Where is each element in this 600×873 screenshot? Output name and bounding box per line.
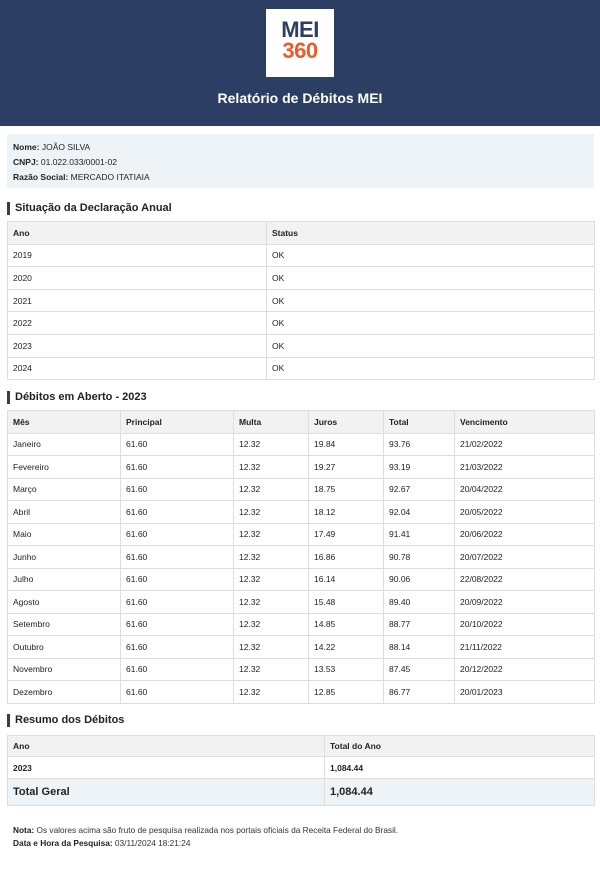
declaracao-row	[8, 312, 595, 335]
table-cell: 21/03/2022	[455, 456, 595, 479]
table-cell: 12.32	[234, 523, 309, 546]
table-cell: 91.41	[384, 523, 455, 546]
table-cell: 92.67	[384, 478, 455, 501]
table-cell: 61.60	[121, 478, 234, 501]
table-cell: Maio	[8, 523, 121, 546]
table-cell: 86.77	[384, 681, 455, 704]
table-cell: 12.32	[234, 433, 309, 456]
table-cell: 88.14	[384, 636, 455, 659]
debito-row	[8, 456, 595, 479]
table-cell: 61.60	[121, 546, 234, 569]
table-header-row	[8, 736, 595, 757]
table-cell: 12.32	[234, 681, 309, 704]
table-cell: 2019	[8, 244, 267, 267]
table-cell: 61.60	[121, 568, 234, 591]
table-cell: 2022	[8, 312, 267, 335]
column-header: Vencimento	[455, 411, 595, 434]
table-cell: Junho	[8, 546, 121, 569]
column-header: Total do Ano	[325, 736, 595, 757]
debito-row	[8, 501, 595, 524]
info-nome-label: Nome:	[13, 142, 40, 152]
table-cell: 22/08/2022	[455, 568, 595, 591]
table-cell: 12.32	[234, 568, 309, 591]
table-cell: OK	[267, 289, 595, 312]
table-cell: OK	[267, 267, 595, 290]
table-cell: 61.60	[121, 658, 234, 681]
section-title-debitos: Débitos em Aberto - 2023	[7, 391, 147, 404]
table-cell: Dezembro	[8, 681, 121, 704]
note-text: Os valores acima são fruto de pesquisa realizada nos portais oficiais da Receita Federal do Brasil.	[36, 825, 399, 835]
info-cnpj	[13, 155, 588, 170]
table-cell: 12.32	[234, 613, 309, 636]
search-datetime-value: 03/11/2024 18:21:24	[114, 838, 191, 848]
debito-row	[8, 681, 595, 704]
table-cell: 15.48	[309, 591, 384, 614]
table-cell: OK	[267, 334, 595, 357]
column-header: Ano	[8, 736, 325, 757]
table-cell: 20/07/2022	[455, 546, 595, 569]
table-cell: 88.77	[384, 613, 455, 636]
table-header-row	[8, 222, 595, 245]
debito-row	[8, 658, 595, 681]
table-cell: 18.75	[309, 478, 384, 501]
declaracao-row	[8, 357, 595, 380]
table-cell: 87.45	[384, 658, 455, 681]
info-cnpj-label: CNPJ:	[13, 157, 39, 167]
table-cell: 1,084.44	[325, 757, 595, 779]
debitos-table	[7, 410, 595, 704]
logo-text-mei: MEI	[281, 17, 319, 42]
table-cell: 89.40	[384, 591, 455, 614]
table-cell: 2023	[8, 334, 267, 357]
table-cell: 92.04	[384, 501, 455, 524]
table-cell: Novembro	[8, 658, 121, 681]
table-cell: 93.19	[384, 456, 455, 479]
table-cell: 61.60	[121, 591, 234, 614]
page-title: Relatório de Débitos MEI	[217, 90, 383, 106]
debito-row	[8, 546, 595, 569]
table-cell: 2021	[8, 289, 267, 312]
table-cell: Março	[8, 478, 121, 501]
debito-row	[8, 478, 595, 501]
table-cell: 20/09/2022	[455, 591, 595, 614]
table-cell: 12.32	[234, 501, 309, 524]
logo-text-360: 360	[282, 38, 318, 63]
column-header: Juros	[309, 411, 384, 434]
table-cell: 20/10/2022	[455, 613, 595, 636]
table-cell: 61.60	[121, 501, 234, 524]
info-nome-value: JOÃO SILVA	[41, 142, 91, 152]
table-cell: 20/12/2022	[455, 658, 595, 681]
table-cell: Agosto	[8, 591, 121, 614]
resumo-row	[8, 757, 595, 779]
column-header: Mês	[8, 411, 121, 434]
table-cell: 12.32	[234, 478, 309, 501]
table-cell: 2024	[8, 357, 267, 380]
info-nome	[13, 140, 588, 155]
section-title-resumo: Resumo dos Débitos	[7, 714, 124, 727]
table-cell: OK	[267, 244, 595, 267]
table-cell: 21/11/2022	[455, 636, 595, 659]
declaracao-row	[8, 289, 595, 312]
footer-notes	[13, 824, 593, 850]
info-razao-label: Razão Social:	[13, 172, 69, 182]
table-cell: 20/06/2022	[455, 523, 595, 546]
column-header: Ano	[8, 222, 267, 245]
debito-row	[8, 613, 595, 636]
table-cell: 90.06	[384, 568, 455, 591]
info-razao	[13, 170, 588, 185]
table-cell: 12.32	[234, 636, 309, 659]
table-cell: 12.32	[234, 456, 309, 479]
table-cell: 12.32	[234, 591, 309, 614]
table-cell: Julho	[8, 568, 121, 591]
table-cell: 12.32	[234, 658, 309, 681]
column-header: Multa	[234, 411, 309, 434]
debito-row	[8, 523, 595, 546]
table-cell: 16.14	[309, 568, 384, 591]
table-cell: 2020	[8, 267, 267, 290]
table-cell: 16.86	[309, 546, 384, 569]
table-cell: 61.60	[121, 681, 234, 704]
total-geral-row	[8, 779, 595, 806]
debito-row	[8, 636, 595, 659]
note-label: Nota:	[13, 825, 35, 835]
declaracao-row	[8, 244, 595, 267]
table-cell: 21/02/2022	[455, 433, 595, 456]
debito-row	[8, 568, 595, 591]
table-cell: Fevereiro	[8, 456, 121, 479]
column-header: Status	[267, 222, 595, 245]
resumo-table	[7, 735, 595, 806]
debito-row	[8, 591, 595, 614]
total-geral-label: Total Geral	[8, 779, 325, 806]
section-title-declaracao: Situação da Declaração Anual	[7, 202, 172, 215]
search-datetime-line	[13, 837, 593, 850]
table-cell: 14.85	[309, 613, 384, 636]
total-geral-value: 1,084.44	[325, 779, 595, 806]
table-cell: OK	[267, 357, 595, 380]
info-cnpj-value: 01.022.033/0001-02	[40, 157, 117, 167]
table-cell: 13.53	[309, 658, 384, 681]
table-cell: Abril	[8, 501, 121, 524]
declaracao-row	[8, 267, 595, 290]
search-datetime-label: Data e Hora da Pesquisa:	[13, 838, 113, 848]
table-cell: Janeiro	[8, 433, 121, 456]
table-cell: 14.22	[309, 636, 384, 659]
table-cell: 61.60	[121, 523, 234, 546]
report-header	[0, 0, 600, 126]
company-info-box	[7, 134, 594, 188]
declaracao-row	[8, 334, 595, 357]
table-cell: 20/05/2022	[455, 501, 595, 524]
table-cell: 2023	[8, 757, 325, 779]
table-cell: 17.49	[309, 523, 384, 546]
table-cell: 19.27	[309, 456, 384, 479]
table-cell: 61.60	[121, 456, 234, 479]
info-razao-value: MERCADO ITATIAIA	[70, 172, 150, 182]
table-cell: Outubro	[8, 636, 121, 659]
table-cell: 93.76	[384, 433, 455, 456]
table-cell: 20/04/2022	[455, 478, 595, 501]
table-header-row	[8, 411, 595, 434]
column-header: Total	[384, 411, 455, 434]
mei360-logo	[266, 9, 334, 77]
table-cell: 61.60	[121, 613, 234, 636]
table-cell: Setembro	[8, 613, 121, 636]
table-cell: OK	[267, 312, 595, 335]
table-cell: 19.84	[309, 433, 384, 456]
column-header: Principal	[121, 411, 234, 434]
declaracao-table	[7, 221, 595, 380]
table-cell: 61.60	[121, 636, 234, 659]
table-cell: 61.60	[121, 433, 234, 456]
debito-row	[8, 433, 595, 456]
table-cell: 20/01/2023	[455, 681, 595, 704]
note-line	[13, 824, 593, 837]
table-cell: 12.85	[309, 681, 384, 704]
table-cell: 18.12	[309, 501, 384, 524]
table-cell: 12.32	[234, 546, 309, 569]
table-cell: 90.78	[384, 546, 455, 569]
